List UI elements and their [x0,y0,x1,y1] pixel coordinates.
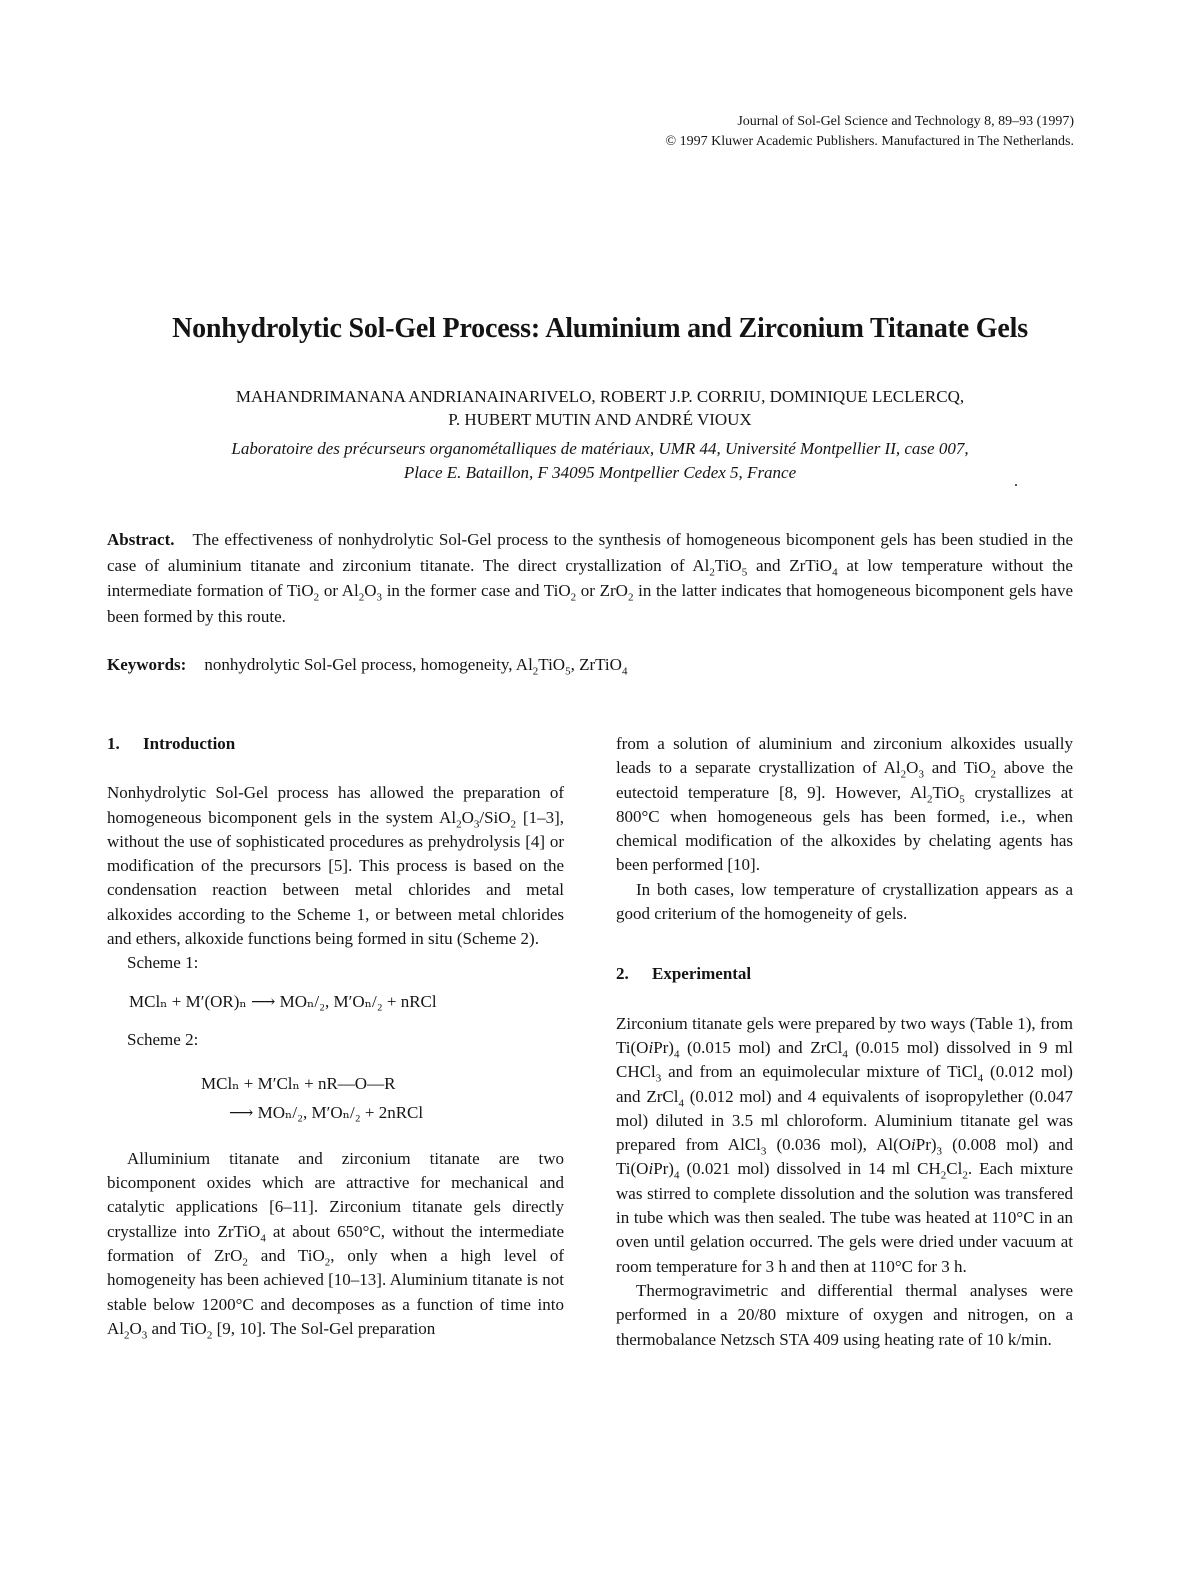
author-list [0,385,1200,431]
body-text: O [906,758,919,778]
subscript: 2 [709,565,715,578]
body-text: at about 650°C, without the intermediate formation of ZrO [107,1221,564,1266]
body-text: [9, 10]. The Sol-Gel preparation [212,1318,436,1338]
keywords-text: nonhydrolytic Sol-Gel process, homogeneity, Al [204,655,533,674]
body-text: /SiO [479,807,511,827]
stray-mark [1015,484,1017,486]
italic-text: i [648,1037,654,1057]
experimental-paragraph-2: Thermogravimetric and differential thermal analyses were performed in a 20/80 mixture of oxygen and nitrogen, on a thermobalance Netzsch STA 409 using heating rate of 10 k/min. [616,1280,1073,1349]
experimental-paragraph-1 [616,1012,1073,1279]
subscript: 4 [678,1096,684,1109]
subscript: 3 [376,591,383,604]
subscript: 5 [741,565,748,578]
subscript: 2 [532,665,539,678]
body-text: O [461,807,474,827]
intro-paragraph-1 [107,781,564,951]
subscript: 2 [324,1256,331,1269]
body-text: (0.015 mol) and ZrCl [679,1037,843,1057]
intro-paragraph-4: In both cases, low temperature of crystallization appears as a good criterium of the homogeneity of gels. [616,879,1073,924]
subscript: 2 [313,591,320,604]
copyright-line: © 1997 Kluwer Academic Publishers. Manufactured in The Netherlands. [665,134,1074,149]
abstract-text: and ZrTiO [747,555,833,575]
body-text: Pr) [653,1159,674,1179]
body-text: O [129,1318,142,1338]
subscript: 3 [936,1145,943,1158]
abstract-text: The effectiveness of nonhydrolytic Sol-Gel process to the synthesis of homogeneous bicomponent gels has been studied in the case of aluminium titanate and zirconium titanate. The direct crystallization of Al [107,530,1073,575]
subscript: 3 [473,817,480,830]
subscript: 3 [918,768,924,781]
body-text: and TiO [923,758,991,778]
scheme-2-label: Scheme 2: [127,1029,199,1049]
body-text: above the eutectoid temperature [8, 9]. However, Al [616,758,1073,802]
subscript: 4 [977,1072,984,1085]
subscript: 2 [570,591,577,604]
body-text: Cl [946,1159,963,1179]
keywords-text: , ZrTiO [570,655,622,674]
scheme-2-equation-line-1: MClₙ + M′Clₙ + nR—O—R [201,1074,396,1094]
body-text: Pr) [915,1135,937,1155]
abstract-text: or ZrO [576,581,628,600]
subscript: 2 [990,768,997,781]
abstract-text: at low temperature without the intermediate formation of TiO [107,555,1073,600]
body-text: (0.012 mol) and ZrCl [616,1062,1073,1106]
subscript: 2 [926,792,933,805]
subscript: 3 [655,1072,662,1085]
subscript: 5 [565,665,571,678]
subscript: 2 [456,817,462,830]
body-text: from a solution of aluminium and zirconium alkoxides usually leads to a separate crystallization of Al [616,734,1073,778]
body-text: (0.036 mol), Al(O [766,1135,912,1155]
subscript: 4 [842,1048,848,1061]
subscript: 2 [940,1169,947,1182]
subscript: 4 [673,1048,680,1061]
scheme-2-equation-line-2: ⟶ MOₙ/₂, M′Oₙ/₂ + 2nRCl [229,1102,424,1122]
body-text: [1–3], without the use of sophisticated procedures as prehydrolysis [4] or modification of the precursors [5]. This process is based on the condensation reaction between metal chlorides and metal alkoxides according to the Scheme 1, or between metal chlorides and ethers, alkoxide functions being formed in situ (Scheme 2). [107,807,564,949]
intro-paragraph-3 [616,732,1073,878]
keywords [107,652,1073,677]
subscript: 2 [242,1256,248,1269]
body-text: (0.012 mol) and 4 equivalents of isopropylether (0.047 mol) diluted in 3.5 ml chloroform. Aluminium titanate gel was prepared from AlCl [616,1086,1074,1155]
body-text: Nonhydrolytic Sol-Gel process has allowed the preparation of homogeneous bicomponent gels in the system Al [107,783,564,827]
author-line-1: MAHANDRIMANANA ANDRIANAINARIVELO, ROBERT J.P. CORRIU, DOMINIQUE LECLERCQ, [235,387,965,406]
keywords-text: TiO [538,655,566,674]
abstract-text: TiO [714,555,742,575]
section-heading-experimental [616,962,1073,986]
subscript: 2 [900,768,907,781]
subscript: 4 [260,1232,266,1245]
body-text: (0.021 mol) dissolved in 14 ml CH [679,1159,941,1179]
subscript: 2 [206,1329,213,1342]
paper-title: Nonhydrolytic Sol-Gel Process: Aluminium and Zirconium Titanate Gels [172,313,1028,344]
subscript: 3 [141,1329,148,1342]
subscript: 2 [962,1169,968,1182]
body-text: (0.008 mol) and Ti(O [616,1135,1073,1179]
subscript: 4 [673,1169,680,1182]
body-text: and from an equimolecular mixture of TiCl [661,1062,978,1082]
journal-header [666,112,1075,152]
italic-text: i [648,1159,654,1179]
subscript: 4 [832,565,838,578]
right-column [616,732,1073,1352]
body-text: TiO [932,782,960,802]
subscript: 2 [627,591,634,604]
affiliation [0,437,1200,485]
subscript: 2 [510,817,517,830]
subscript: 2 [358,591,365,604]
subscript: 2 [124,1329,130,1342]
keywords-label: Keywords: [107,655,187,674]
body-text: . Each mixture was stirred to complete dissolution and the solution was transfered in tube which was then sealed. The tube was heated at 110°C in an oven until gelation occurred. The gels were dried under vacuum at room temperature for 3 h and then at 110°C for 3 h. [616,1159,1074,1276]
abstract-text: in the latter indicates that homogeneous bicomponent gels have been formed by this route. [107,581,1074,626]
left-column [107,732,564,1341]
abstract-label: Abstract. [107,530,175,549]
body-text: (0.015 mol) dissolved in 9 ml CHCl [616,1037,1074,1082]
affiliation-line-2: Place E. Bataillon, F 34095 Montpellier Cedex 5, France [403,463,797,482]
abstract [107,527,1073,629]
section-title: Introduction [143,734,236,753]
scheme-1-equation: MClₙ + M′(OR)ₙ ⟶ MOₙ/₂, M′Oₙ/₂ + nRCl [129,991,437,1011]
body-text: crystallizes at 800°C when homogeneous gels has been formed, i.e., when chemical modification of the alkoxides by chelating agents has been performed [10]. [616,782,1073,875]
body-text: and TiO [147,1318,207,1338]
author-line-2: P. HUBERT MUTIN AND ANDRÉ VIOUX [448,410,752,429]
body-text: , only when a high level of homogeneity has been achieved [10–13]. Aluminium titanate is not stable below 1200°C and decomposes as a function of time into Al [107,1246,564,1338]
scheme-1-label: Scheme 1: [127,953,199,973]
body-text: Pr) [653,1037,674,1057]
abstract-text: or Al [319,581,359,600]
intro-paragraph-2 [107,1147,564,1341]
subscript: 3 [760,1145,767,1158]
section-title: Experimental [652,964,752,984]
abstract-text: in the former case and TiO [382,581,571,600]
subscript: 5 [959,792,965,805]
section-heading-introduction [107,732,564,756]
affiliation-line-1: Laboratoire des précurseurs organométalliques de matériaux, UMR 44, Université Montpellier II, case 007, [231,439,969,458]
body-text: Alluminium titanate and zirconium titanate are two bicomponent oxides which are attractive for mechanical and catalytic applications [6–11]. Zirconium titanate gels directly crystallize into ZrTiO [107,1148,564,1241]
journal-citation: Journal of Sol-Gel Science and Technology 8, 89–93 (1997) [737,114,1074,129]
abstract-text: O [364,581,377,600]
subscript: 4 [621,665,628,678]
section-number: 2. [616,964,629,984]
italic-text: i [911,1135,916,1155]
body-text: Zirconium titanate gels were prepared by two ways (Table 1), from Ti(O [616,1013,1073,1057]
body-text: and TiO [247,1246,325,1266]
section-number: 1. [107,734,120,753]
